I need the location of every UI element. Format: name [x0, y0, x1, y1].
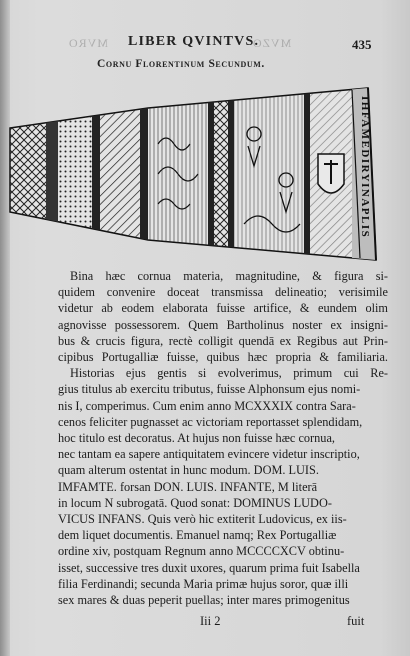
paragraph-2-cont: [58, 381, 388, 608]
text-line: quam alterum ostentat in hunc modum. DOM. LUIS.: [58, 463, 319, 478]
catchword: fuit: [347, 614, 365, 628]
text-line: filia Ferdinandi; secunda Maria primæ hujus soror, quæ illi: [58, 576, 349, 591]
text-line: IMFAMTE. forsan DON. LUIS. INFANTE, M literā: [58, 479, 318, 494]
text-line: ordine xiv, postquam Regnum anno MCCCCXCV obtinu-: [58, 544, 345, 559]
figure-title: Cornu Florentinum Secundum.: [97, 58, 265, 70]
paragraph-1-cont: [58, 284, 388, 365]
horn-inscription: IHFAMEDIRYINAPLIS: [359, 96, 371, 239]
page-number: 435: [352, 37, 372, 52]
text-line: gius titulus ab exercitu tributus, fuisse Alphonsum ejus nomi-: [58, 382, 361, 397]
text-line: nis I, comperimus. Cum enim anno MCXXXIX contra Sara-: [58, 398, 356, 413]
text-line: quidem convenire doceat transmissa delineatio; verisimile: [58, 285, 388, 300]
paragraph-2: [58, 365, 388, 381]
text-line: bus & crucis figura, rectè colligit quendā ex Regibus aut Prin-: [58, 333, 388, 348]
text-line: hoc titulo est decoratus. At hujus non fuisse hæc cornua,: [58, 431, 335, 446]
horn-woodcut-illustration: [8, 84, 384, 264]
signature-mark: Iii 2: [200, 614, 221, 628]
text-line: isset, successive tres duxit uxores, quarum prima fuit Isabella: [58, 560, 360, 575]
text-line: videtur ab eodem elaborata fuisse artifice, & eundem olim: [58, 301, 388, 316]
text-line: agnovisse possessorem. Quem Bartholinus noster ex insigni-: [58, 317, 388, 332]
body-text: [58, 268, 388, 608]
paragraph-1: [58, 268, 388, 284]
text-line: VICUS INFANS. Quis verò hic extiterit Ludovicus, ex iis-: [58, 512, 347, 527]
text-line: cenos feliciter pugnasset ac victoriam reportasset splendidam,: [58, 414, 363, 429]
text-line: nec tantam ea sapere antiquitatem evincere videtur inscriptio,: [58, 447, 360, 462]
text-line: in locum N subrogatā. Quod sonat: DOMINUS LUDO-: [58, 495, 332, 510]
running-title: LIBER QVINTVS.: [128, 34, 260, 49]
text-line: dem liquet documentis. Emanuel namq; Rex Portugalliæ: [58, 528, 337, 543]
text-line: Bina hæc cornua materia, magnitudine, & figura si-: [70, 269, 388, 283]
bleed-through-text-right: MVZO: [252, 36, 292, 50]
bleed-through-text-left: MVRO: [68, 36, 109, 50]
text-line: cipibus Portugalliæ fuisse, quibus hæc propria & familiaria.: [58, 350, 388, 365]
text-line: Historias ejus gentis si evolverimus, primum cui Re-: [70, 366, 388, 381]
text-line: sex mares & duas peperit puellas; inter mares primogenitus: [58, 593, 350, 608]
